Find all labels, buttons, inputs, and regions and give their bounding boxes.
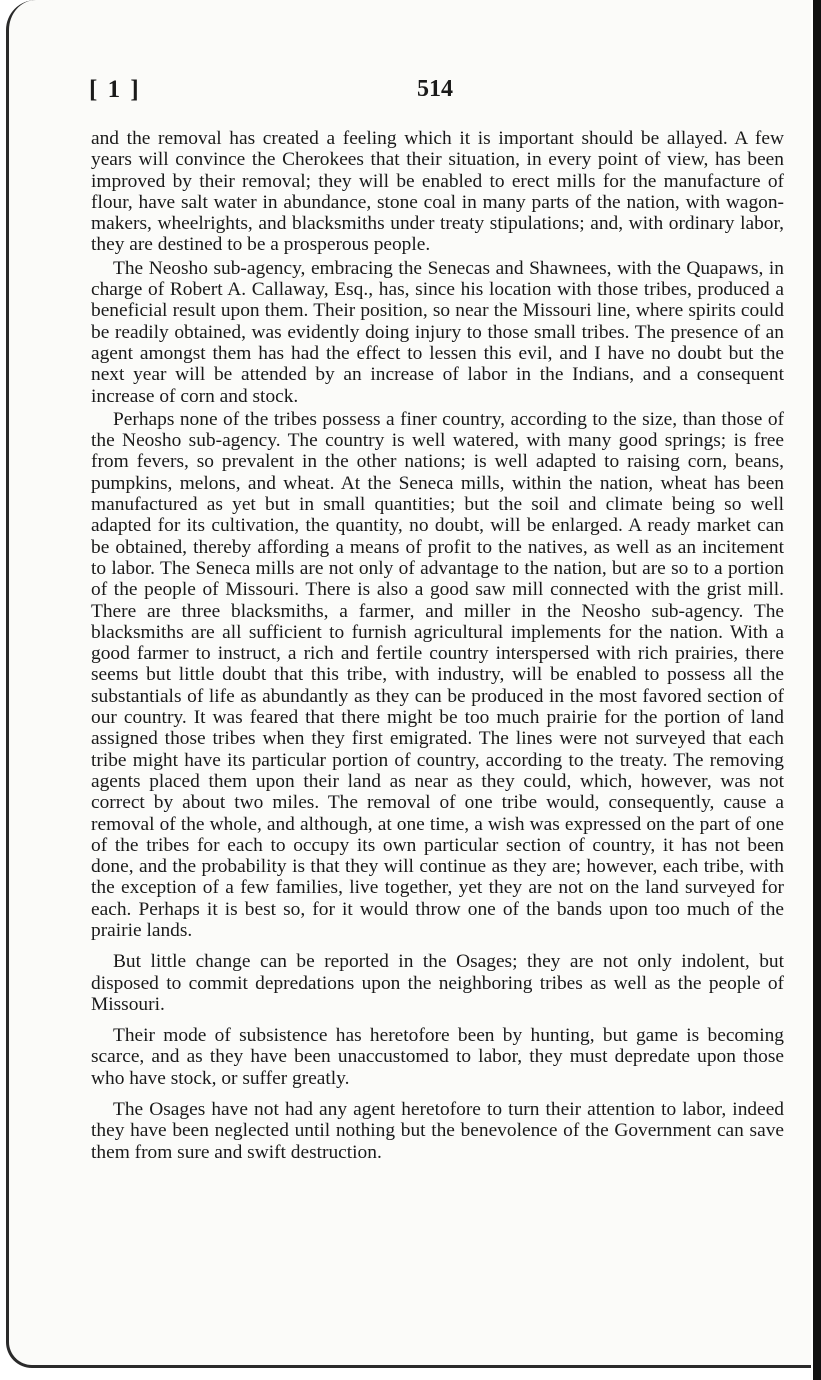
body-text <box>91 128 784 1163</box>
scan-edge-right <box>813 0 821 1380</box>
paragraph-1: and the removal has created a feeling which it is important should be allayed. A few years will convince the Cherokees that their situation, in every point of view, has been improved by their removal; they will be enabled to erect mills for the manufacture of flour, have salt water in abundance, stone coal in many parts of the nation, with wagon-makers, wheelrights, and blacksmiths under treaty stipulations; and, with ordinary labor, they are destined to be a prosperous people. <box>91 128 784 256</box>
paragraph-4: But little change can be reported in the Osages; they are not only indolent, but disposed to commit depredations upon the neighboring tribes as well as the people of Missouri. <box>91 951 784 1015</box>
folio-mark: [ 1 ] <box>89 76 141 103</box>
document-page <box>6 0 811 1368</box>
paragraph-2: The Neosho sub-agency, embracing the Senecas and Shawnees, with the Quapaws, in charge of Robert A. Callaway, Esq., has, since his location with those tribes, produced a beneficial result upon them. Their position, so near the Missouri line, where spirits could be readily obtained, was evidently doing injury to those small tribes. The presence of an agent amongst them has had the effect to lessen this evil, and I have no doubt but the next year will be attended by an increase of labor in the Indians, and a consequent increase of corn and stock. <box>91 257 784 407</box>
paragraph-3: Perhaps none of the tribes possess a finer country, according to the size, than those of the Neosho sub-agency. The country is well watered, with many good springs; is free from fevers, so prevalent in the other nations; is well adapted to raising corn, beans, pumpkins, melons, and wheat. At the Seneca mills, within the nation, wheat has been manufactured as yet but in small quantities; but the soil and climate being so well adapted for its cultivation, the quantity, no doubt, will be enlarged. A ready market can be obtained, thereby affording a means of profit to the natives, as well as an incitement to labor. The Seneca mills are not only of advantage to the nation, but are so to a portion of the people of Missouri. There is also a good saw mill connected with the grist mill. There are three blacksmiths, a farmer, and miller in the Neosho sub-agency. The blacksmiths are all sufficient to furnish agricultural implements for the nation. With a good farmer to instruct, a rich and fertile country interspersed with rich prairies, there seems but little doubt that this tribe, with industry, will be enabled to possess all the substantials of life as abundantly as they can be produced in the most favored section of our country. It was feared that there might be too much prairie for the portion of land assigned those tribes when they first emigrated. The lines were not surveyed that each tribe might have its particular portion of country, according to the treaty. The removing agents placed them upon their land as near as they could, which, however, was not correct by about two miles. The removal of one tribe would, consequently, cause a removal of the whole, and although, at one time, a wish was expressed on the part of one of the tribes for each to occupy its own particular section of country, it has not been done, and the probability is that they will continue as they are; however, each tribe, with the exception of a few families, live together, yet they are not on the land surveyed for each. Perhaps it is best so, for it would throw one of the bands upon too much of the prairie lands. <box>91 408 784 941</box>
paragraph-5: Their mode of subsistence has heretofore been by hunting, but game is becoming scarce, and as they have been unaccustomed to labor, they must depredate upon those who have stock, or suffer greatly. <box>91 1025 784 1089</box>
page-number: 514 <box>417 76 453 102</box>
paragraph-6: The Osages have not had any agent heretofore to turn their attention to labor, indeed they have been neglected until nothing but the benevolence of the Government can save them from sure and swift destruction. <box>91 1099 784 1163</box>
page-header <box>89 76 789 110</box>
